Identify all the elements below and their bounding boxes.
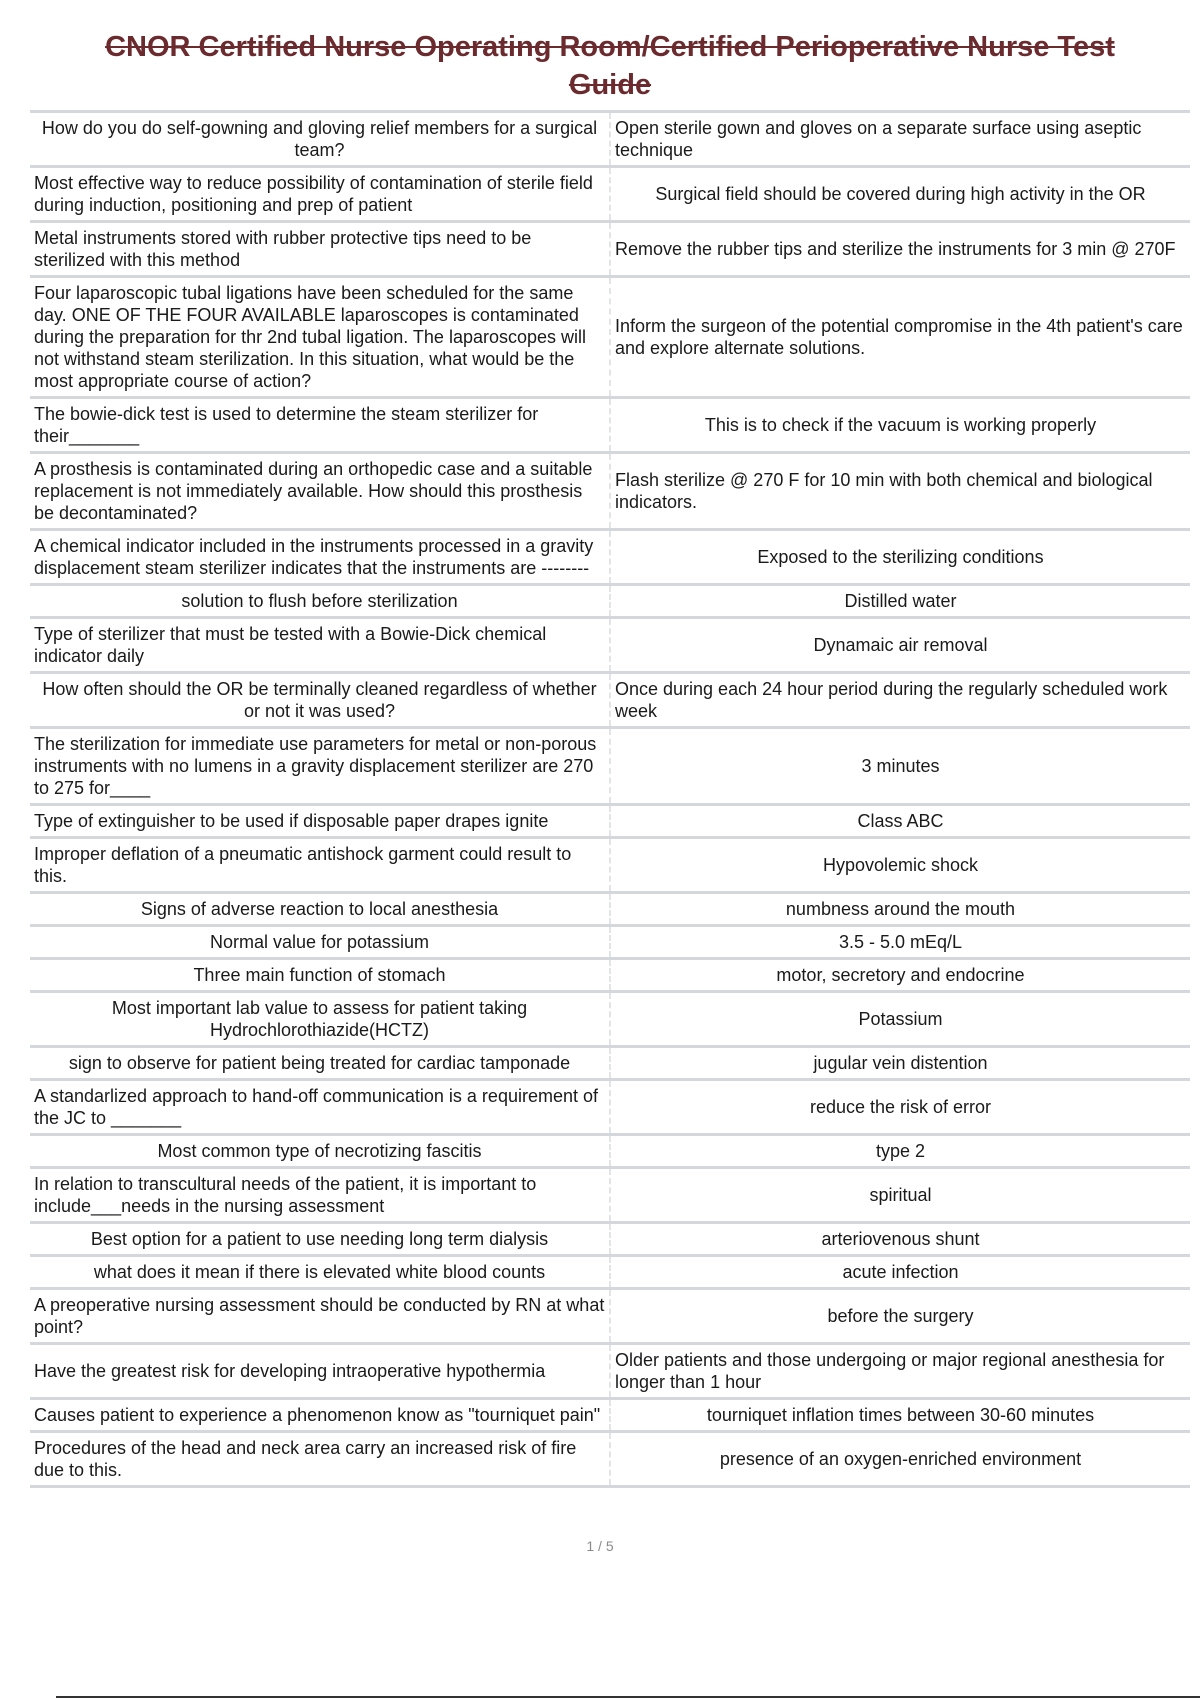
table-row <box>30 618 1190 673</box>
answer-cell: before the surgery <box>827 1306 974 1326</box>
answer-cell: Open sterile gown and gloves on a separate surface using aseptic technique <box>615 118 1142 160</box>
footer-divider <box>56 1696 1200 1698</box>
table-row <box>30 893 1190 926</box>
question-cell: A chemical indicator included in the instruments processed in a gravity displacement steam sterilizer indicates that the instruments are -------- <box>30 530 610 585</box>
question-cell: Type of extinguisher to be used if disposable paper drapes ignite <box>30 805 610 838</box>
table-row <box>30 1289 1190 1344</box>
title-line-1: CNOR Certified Nurse Operating Room/Certified Perioperative Nurse Test <box>105 31 1115 63</box>
answer-cell: arteriovenous shunt <box>821 1229 980 1249</box>
table-row <box>30 277 1190 398</box>
qa-table <box>30 110 1190 1488</box>
question-cell: How often should the OR be terminally cleaned regardless of whether or not it was used? <box>30 673 610 728</box>
page-title <box>30 28 1190 104</box>
table-row <box>30 959 1190 992</box>
answer-cell: Surgical field should be covered during high activity in the OR <box>655 184 1146 204</box>
table-row <box>30 167 1190 222</box>
question-cell: Improper deflation of a pneumatic antishock garment could result to this. <box>30 838 610 893</box>
table-row <box>30 585 1190 618</box>
document-page <box>30 28 1190 1488</box>
answer-cell: spiritual <box>869 1185 932 1205</box>
answer-cell: jugular vein distention <box>813 1053 988 1073</box>
answer-cell: Remove the rubber tips and sterilize the instruments for 3 min @ 270F <box>615 239 1176 259</box>
table-row <box>30 1168 1190 1223</box>
answer-cell: reduce the risk of error <box>809 1097 992 1117</box>
question-cell: A standarlized approach to hand-off communication is a requirement of the JC to _______ <box>30 1080 610 1135</box>
answer-cell: Once during each 24 hour period during the regularly scheduled work week <box>615 679 1168 721</box>
answer-cell: acute infection <box>842 1262 959 1282</box>
answer-cell: Dynamaic air removal <box>813 635 988 655</box>
table-row <box>30 673 1190 728</box>
table-row <box>30 1080 1190 1135</box>
table-row <box>30 1135 1190 1168</box>
question-cell: How do you do self-gowning and gloving relief members for a surgical team? <box>30 112 610 167</box>
answer-cell: presence of an oxygen-enriched environment <box>719 1449 1082 1469</box>
answer-cell: 3.5 - 5.0 mEq/L <box>838 932 963 952</box>
answer-cell: 3 minutes <box>861 756 940 776</box>
page-indicator: 1 / 5 <box>586 1538 614 1554</box>
question-cell: Most common type of necrotizing fascitis <box>30 1135 610 1168</box>
table-row <box>30 453 1190 530</box>
question-cell: Four laparoscopic tubal ligations have been scheduled for the same day. ONE OF THE FOUR AVAILABLE laparoscopes is contaminated during the preparation for thr 2nd tubal ligation. The laparoscopes will not withstand steam sterilization. In this situation, what would be the most appropriate course of action? <box>30 277 610 398</box>
answer-cell: Exposed to the sterilizing conditions <box>757 547 1044 567</box>
question-cell: Three main function of stomach <box>30 959 610 992</box>
question-cell: Signs of adverse reaction to local anesthesia <box>30 893 610 926</box>
table-row <box>30 1223 1190 1256</box>
answer-cell: Inform the surgeon of the potential compromise in the 4th patient's care and explore alternate solutions. <box>615 316 1183 358</box>
table-row <box>30 530 1190 585</box>
table-row <box>30 1344 1190 1399</box>
question-cell: Best option for a patient to use needing long term dialysis <box>30 1223 610 1256</box>
answer-cell: Potassium <box>858 1009 943 1029</box>
table-row <box>30 926 1190 959</box>
table-row <box>30 222 1190 277</box>
table-row <box>30 1399 1190 1432</box>
question-cell: In relation to transcultural needs of the patient, it is important to include___needs in the nursing assessment <box>30 1168 610 1223</box>
answer-cell: Hypovolemic shock <box>822 855 979 875</box>
question-cell: solution to flush before sterilization <box>30 585 610 618</box>
question-cell: what does it mean if there is elevated white blood counts <box>30 1256 610 1289</box>
question-cell: The bowie-dick test is used to determine the steam sterilizer for their_______ <box>30 398 610 453</box>
answer-cell: Class ABC <box>857 811 944 831</box>
question-cell: A preoperative nursing assessment should be conducted by RN at what point? <box>30 1289 610 1344</box>
table-row <box>30 838 1190 893</box>
question-cell: A prosthesis is contaminated during an orthopedic case and a suitable replacement is not immediately available. How should this prosthesis be decontaminated? <box>30 453 610 530</box>
question-cell: Have the greatest risk for developing intraoperative hypothermia <box>30 1344 610 1399</box>
table-row <box>30 112 1190 167</box>
answer-cell: Older patients and those undergoing or major regional anesthesia for longer than 1 hour <box>615 1350 1165 1392</box>
table-row <box>30 398 1190 453</box>
answer-cell: type 2 <box>875 1141 926 1161</box>
answer-cell: numbness around the mouth <box>785 899 1016 919</box>
answer-cell: tourniquet inflation times between 30-60 minutes <box>706 1405 1095 1425</box>
title-line-2: Guide <box>568 69 652 101</box>
answer-cell: This is to check if the vacuum is working properly <box>704 415 1097 435</box>
question-cell: Most important lab value to assess for patient taking Hydrochlorothiazide(HCTZ) <box>30 992 610 1047</box>
question-cell: Metal instruments stored with rubber protective tips need to be sterilized with this method <box>30 222 610 277</box>
table-row <box>30 1047 1190 1080</box>
table-row <box>30 805 1190 838</box>
question-cell: sign to observe for patient being treated for cardiac tamponade <box>30 1047 610 1080</box>
table-row <box>30 992 1190 1047</box>
question-cell: The sterilization for immediate use parameters for metal or non-porous instruments with no lumens in a gravity displacement sterilizer are 270 to 275 for____ <box>30 728 610 805</box>
table-row <box>30 1256 1190 1289</box>
question-cell: Procedures of the head and neck area carry an increased risk of fire due to this. <box>30 1432 610 1487</box>
question-cell: Causes patient to experience a phenomenon know as "tourniquet pain" <box>30 1399 610 1432</box>
answer-cell: motor, secretory and endocrine <box>776 965 1025 985</box>
question-cell: Normal value for potassium <box>30 926 610 959</box>
answer-cell: Flash sterilize @ 270 F for 10 min with both chemical and biological indicators. <box>615 470 1153 512</box>
question-cell: Type of sterilizer that must be tested with a Bowie-Dick chemical indicator daily <box>30 618 610 673</box>
question-cell: Most effective way to reduce possibility of contamination of sterile field during induction, positioning and prep of patient <box>30 167 610 222</box>
answer-cell: Distilled water <box>844 591 957 611</box>
table-row <box>30 1432 1190 1487</box>
table-row <box>30 728 1190 805</box>
